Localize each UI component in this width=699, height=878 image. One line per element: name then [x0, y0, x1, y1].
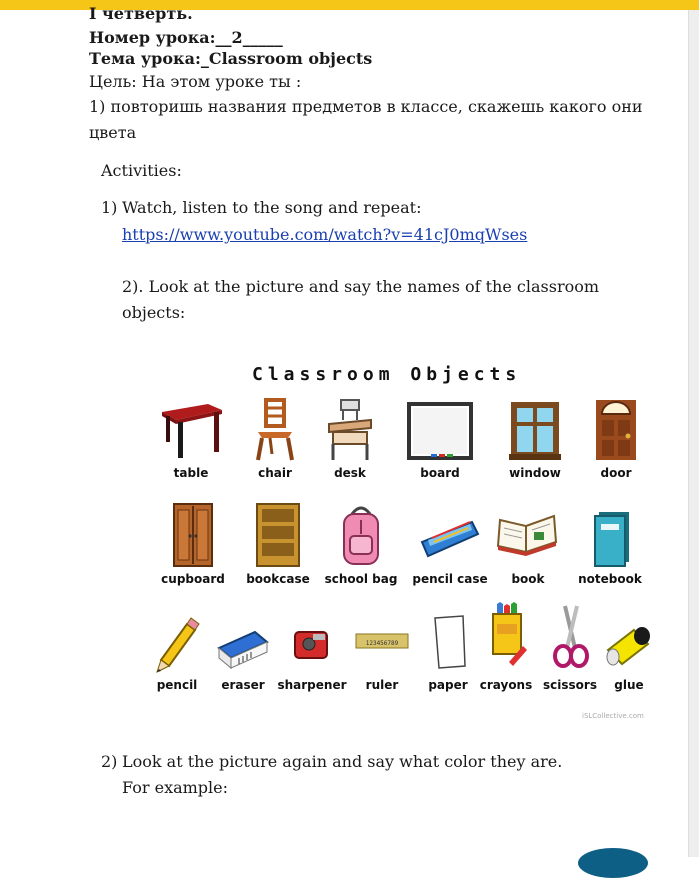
object-table	[148, 398, 234, 480]
sharpener-icon	[287, 614, 337, 674]
object-label: cupboard	[161, 572, 225, 586]
object-label: book	[511, 572, 545, 586]
object-label: paper	[428, 678, 468, 692]
activity-3-text: Look at the picture again and say what color they are.	[122, 752, 563, 771]
door-icon	[592, 398, 640, 462]
object-pencil-case	[407, 502, 493, 586]
pencil-icon	[151, 614, 203, 674]
object-label: board	[420, 466, 460, 480]
ruler-digits: 123456789	[365, 640, 399, 647]
worksheet-title: Classroom Objects	[252, 364, 522, 385]
object-label: window	[509, 466, 561, 480]
object-notebook	[567, 502, 653, 586]
object-label: crayons	[479, 678, 533, 692]
window-icon	[507, 398, 563, 462]
notebook-icon	[585, 502, 635, 568]
goal-item-line2: цвета	[89, 123, 137, 142]
activity-3-example: For example:	[122, 778, 229, 797]
object-label: school bag	[324, 572, 398, 586]
ruler-icon	[352, 614, 412, 674]
activity-3-number: 2)	[101, 752, 118, 771]
activity-2-line2: objects:	[122, 303, 186, 322]
object-bookcase	[235, 502, 321, 586]
object-board	[397, 398, 483, 480]
pencil-case-icon	[418, 502, 482, 568]
scrollbar-track[interactable]	[688, 10, 699, 857]
corner-badge	[578, 848, 648, 878]
lesson-goal: Цель: На этом уроке ты :	[89, 72, 302, 91]
desk-icon	[325, 398, 375, 462]
activity-2-line1: 2). Look at the picture and say the names of the classroom	[122, 277, 600, 296]
object-label: desk	[334, 466, 366, 480]
object-label: ruler	[365, 678, 399, 692]
object-chair	[232, 398, 318, 480]
lesson-number: Номер урока:__2_____	[89, 28, 283, 47]
object-glue	[586, 614, 672, 692]
youtube-link[interactable]: https://www.youtube.com/watch?v=41cJ0mqWses	[122, 225, 528, 244]
activities-heading: Activities:	[101, 161, 182, 180]
object-book	[485, 502, 571, 586]
book-icon	[496, 502, 560, 568]
school-bag-icon	[336, 502, 386, 568]
object-cupboard	[150, 502, 236, 586]
chair-icon	[250, 398, 300, 462]
board-icon	[405, 398, 475, 462]
object-label: notebook	[578, 572, 642, 586]
object-label: scissors	[543, 678, 597, 692]
object-label: sharpener	[277, 678, 347, 692]
object-window	[492, 398, 578, 480]
object-label: chair	[258, 466, 292, 480]
activity-1-text: Watch, listen to the song and repeat:	[122, 198, 422, 217]
object-label: eraser	[221, 678, 265, 692]
object-label: pencil	[156, 678, 198, 692]
quarter-label: I четверть.	[89, 4, 193, 23]
object-desk	[307, 398, 393, 480]
worksheet-credit: iSLCollective.com	[582, 712, 644, 720]
crayons-icon	[481, 602, 531, 674]
table-icon	[158, 398, 224, 462]
eraser-icon	[215, 614, 271, 674]
object-label: bookcase	[246, 572, 310, 586]
object-school-bag	[318, 502, 404, 586]
bookcase-icon	[253, 502, 303, 568]
object-door	[573, 398, 659, 480]
object-label: door	[600, 466, 632, 480]
object-label: table	[173, 466, 209, 480]
lesson-topic: Тема урока:_Classroom objects	[89, 49, 373, 68]
glue-icon	[604, 614, 654, 674]
activity-1-number: 1)	[101, 198, 118, 217]
goal-item-line1: 1) повторишь названия предметов в классе, скажешь какого они	[89, 97, 643, 116]
cupboard-icon	[168, 502, 218, 568]
object-label: glue	[614, 678, 644, 692]
object-label: pencil case	[412, 572, 488, 586]
